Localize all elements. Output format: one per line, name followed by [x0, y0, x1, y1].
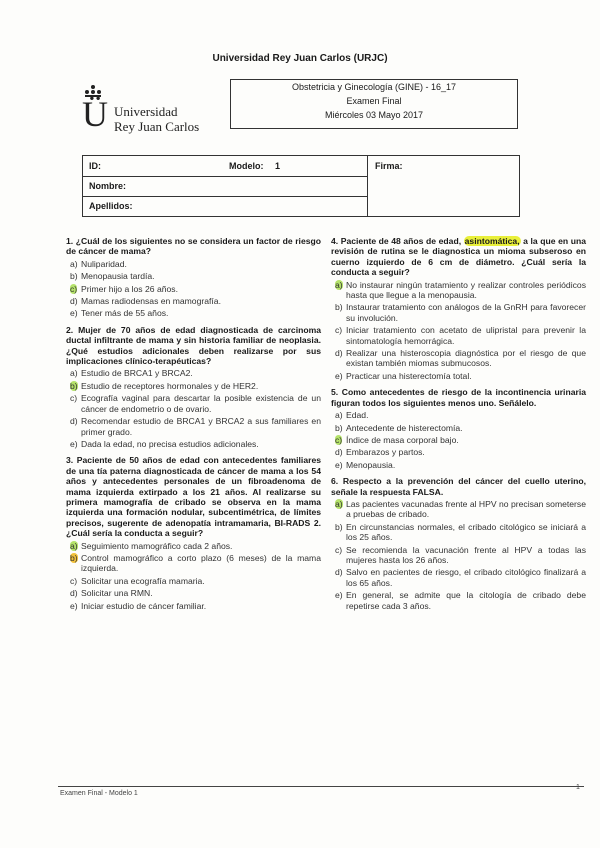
question-stem: 2. Mujer de 70 años de edad diagnosticada de carcinoma ductal infiltrante de mama y sin historia familiar de neoplasia. ¿Qué estudios adicionales deben realizarse por sus implicaciones clínico-terapéuticas? — [66, 324, 321, 367]
option-b[interactable]: b) Menopausia tardía. — [70, 271, 155, 282]
option-c[interactable]: c) Se recomienda la vacunación frente al HPV a todas las mujeres hasta los 26 años. — [335, 544, 586, 565]
option-a[interactable]: a) Estudio de BRCA1 y BRCA2. — [70, 368, 193, 379]
option-c[interactable]: c) Ecografía vaginal para descartar la posible existencia de un cáncer de endometrio o de ovario. — [70, 393, 321, 414]
right-column — [331, 236, 586, 617]
model-label: Modelo: — [229, 161, 264, 171]
page-number: 1 — [576, 784, 580, 791]
question-5 — [331, 387, 586, 470]
option-b-marked[interactable]: b) Estudio de receptores hormonales y de HER2. — [70, 380, 259, 391]
nombre-row[interactable] — [83, 176, 367, 197]
option-d[interactable]: d) Embarazos y partos. — [335, 447, 425, 458]
option-d[interactable]: d) Realizar una histeroscopia diagnóstica por el riesgo de que existan también miomas submucosos. — [335, 348, 586, 369]
option-e[interactable]: e) En general, se admite que la citología de cribado debe repetirse cada 3 años. — [335, 590, 586, 611]
question-4 — [331, 236, 586, 381]
question-3 — [66, 455, 321, 611]
option-d[interactable]: d) Mamas radiodensas en mamografía. — [70, 296, 221, 307]
option-b[interactable]: b) En circunstancias normales, el cribado citológico se iniciará a los 25 años. — [335, 521, 586, 543]
option-e[interactable]: e) Practicar una histerectomía total. — [335, 370, 472, 381]
logo-u-icon: Ü — [82, 94, 108, 134]
nombre-label: Nombre: — [89, 181, 127, 191]
student-id-table — [82, 155, 520, 217]
option-e[interactable]: e) Dada la edad, no precisa estudios adicionales. — [70, 438, 259, 449]
footer-divider — [58, 786, 584, 787]
footer-label: Examen Final - Modelo 1 — [60, 790, 138, 797]
option-d[interactable]: d) Solicitar una RMN. — [70, 588, 153, 599]
option-a-marked[interactable]: a) No instaurar ningún tratamiento y realizar controles periódicos hasta que llegue a la menopausia. — [335, 279, 586, 301]
option-c[interactable]: c) Solicitar una ecografía mamaria. — [70, 575, 205, 586]
id-left-panel — [83, 156, 368, 216]
option-c-marked[interactable]: c) Primer hijo a los 26 años. — [70, 283, 178, 294]
option-b[interactable]: b) Antecedente de histerectomía. — [335, 422, 463, 433]
question-1 — [66, 236, 321, 319]
logo-text-line1: Universidad — [114, 104, 178, 119]
question-stem: 3. Paciente de 50 años de edad con antecedentes familiares de una tía paterna diagnosticada de cáncer de mama a los 54 años y antecedentes personales de un fibroadenoma de mama izquierda extirpado a los 21 años. Al realizarse su primera mamografía de cribado se observa en la mama izquierda una formación nodular, subcentimétrica, de límites precisos, sugerente de adenopatía intramamaria, BI-RADS 2. ¿Cuál sería la conducta a seguir? — [66, 455, 322, 539]
question-stem: 4. Paciente de 48 años de edad, asintomática, a la que en una revisión de rutina se le diagnostica un mioma subseroso en cuerno izquierdo de 6 cm de diámetro. ¿Cuál sería la conducta a seguir? — [331, 236, 586, 278]
option-d[interactable]: d) Recomendar estudio de BRCA1 y BRCA2 a sus familiares en primer grado. — [70, 416, 321, 437]
university-title: Universidad Rey Juan Carlos (URJC) — [212, 53, 388, 64]
id-row[interactable] — [83, 156, 367, 177]
question-stem: 1. ¿Cuál de los siguientes no se considera un factor de riesgo de cáncer de mama? — [66, 236, 321, 257]
question-6 — [331, 476, 586, 611]
course-name: Obstetricia y Ginecología (GINE) - 16_17 — [291, 82, 457, 92]
option-a-marked[interactable]: a) Seguimiento mamográfico cada 2 años. — [70, 540, 233, 551]
option-c[interactable]: c) Iniciar tratamiento con acetato de ulipristal para prevenir la sintomatología hemorrágica. — [335, 325, 586, 346]
option-b[interactable]: b) Instaurar tratamiento con análogos de la GnRH para favorecer su involución. — [335, 302, 586, 323]
option-e[interactable]: e) Iniciar estudio de cáncer familiar. — [70, 600, 207, 611]
option-a[interactable]: a) Edad. — [335, 410, 369, 421]
logo-text-line2: Rey Juan Carlos — [114, 119, 200, 134]
apellidos-row[interactable] — [83, 196, 367, 216]
option-c-marked[interactable]: c) Índice de masa corporal bajo. — [335, 434, 459, 445]
option-a-marked[interactable]: a) Las pacientes vacunadas frente al HPV no precisan someterse a pruebas de cribado. — [335, 498, 586, 520]
option-e[interactable]: e) Menopausia. — [335, 459, 396, 470]
exam-date: Miércoles 03 Mayo 2017 — [324, 110, 424, 120]
option-d[interactable]: d) Salvo en pacientes de riesgo, el cribado citológico finalizará a los 65 años. — [335, 567, 586, 588]
question-stem: 5. Como antecedentes de riesgo de la incontinencia urinaria figuran todos los siguientes menos uno. Señálelo. — [331, 387, 586, 408]
id-label: ID: — [89, 161, 101, 171]
option-a[interactable]: a) Nuliparidad. — [70, 258, 127, 269]
university-logo — [82, 84, 202, 134]
left-column — [66, 236, 321, 617]
exam-info-box — [230, 79, 518, 129]
apellidos-label: Apellidos: — [89, 201, 133, 211]
model-value: 1 — [275, 161, 281, 171]
option-e[interactable]: e) Tener más de 55 años. — [70, 308, 169, 319]
exam-type: Examen Final — [346, 96, 402, 106]
question-2 — [66, 325, 321, 449]
firma-label: Firma: — [375, 161, 403, 171]
highlighted-word: asintomática, — [464, 236, 520, 246]
option-b[interactable]: b) Control mamográfico a corto plazo (6 meses) de la mama izquierda. — [70, 552, 321, 574]
question-stem: 6. Respecto a la prevención del cáncer del cuello uterino, señale la respuesta FALSA. — [331, 476, 586, 497]
